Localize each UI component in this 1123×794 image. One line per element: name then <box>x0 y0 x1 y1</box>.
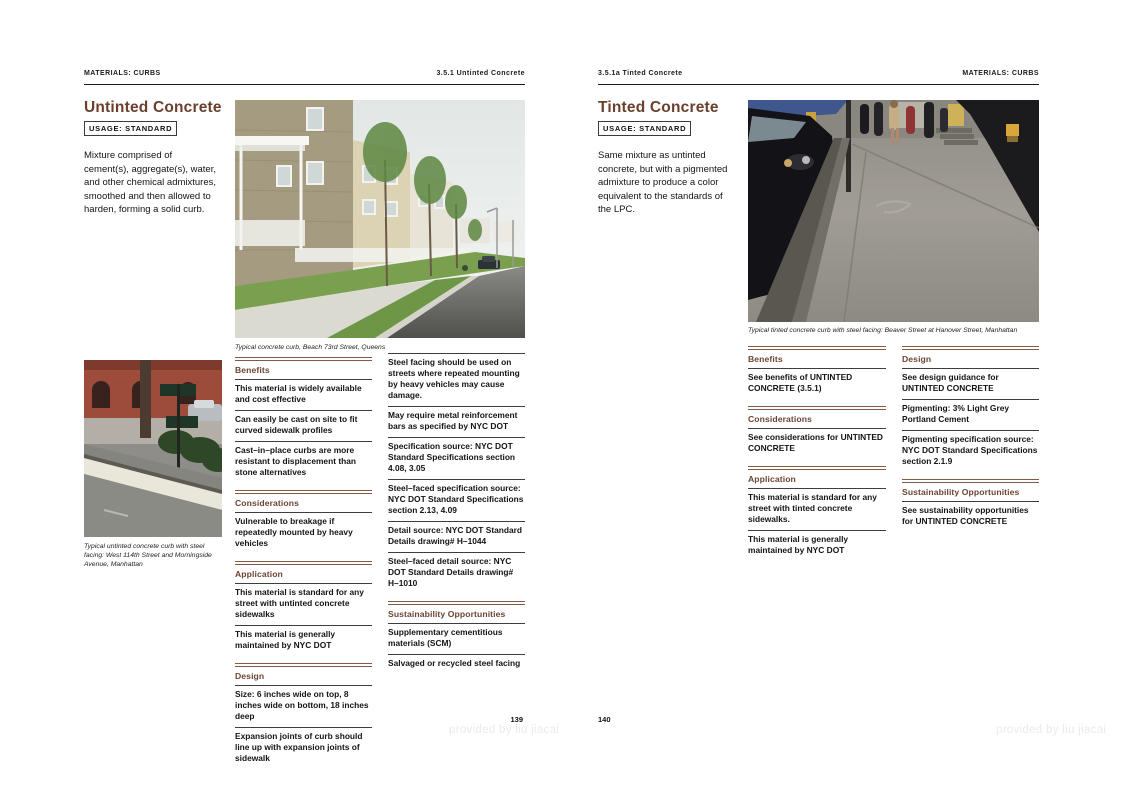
intro-paragraph: Same mixture as untinted concrete, but with a pigmented admixture to produce a color equivalent to the standards of the LPC. <box>598 150 728 215</box>
section-item: See design guidance for UNTINTED CONCRETE <box>902 369 1039 400</box>
section-item: Pigmenting: 3% Light Grey Portland Cement <box>902 400 1039 431</box>
section-divider <box>748 466 886 470</box>
section-item: Expansion joints of curb should line up with expansion joints of sidewalk <box>235 731 363 763</box>
section-divider <box>235 561 372 565</box>
section <box>748 346 886 399</box>
section-item: This material is standard for any street with tinted concrete sidewalks. <box>748 489 886 531</box>
header-section-label: MATERIALS: CURBS <box>84 70 161 77</box>
section-heading: Benefits <box>235 362 372 380</box>
section-item: Salvaged or recycled steel facing <box>388 658 521 668</box>
section-heading: Sustainability Opportunities <box>902 484 1039 502</box>
page-number: 139 <box>510 715 523 724</box>
section-item: This material is widely available and cost effective <box>235 380 372 411</box>
section-heading: Design <box>235 668 372 686</box>
section-divider <box>902 479 1039 483</box>
section-divider <box>235 663 372 667</box>
header-section-label: MATERIALS: CURBS <box>962 70 1039 77</box>
section <box>902 479 1039 532</box>
section <box>235 663 372 769</box>
section-item: Supplementary cementitious materials (SCM) <box>388 624 525 655</box>
section-item: Cast–in–place curbs are more resistant to displacement than stone alternatives <box>235 445 356 477</box>
section-item: Specification source: NYC DOT Standard Specifications section 4.08, 3.05 <box>388 438 525 480</box>
usage-badge: USAGE: STANDARD <box>598 121 691 136</box>
page-header <box>84 70 525 85</box>
section-item: Vulnerable to breakage if repeatedly mounted by heavy vehicles <box>235 516 353 548</box>
page-title: Untinted Concrete <box>84 99 222 116</box>
section-heading: Design <box>902 351 1039 369</box>
section-item: Steel–faced detail source: NYC DOT Standard Details drawing# H–1010 <box>388 556 514 588</box>
watermark-text: provided by liu jiacai <box>449 724 560 736</box>
header-chapter-label: 3.5.1 Untinted Concrete <box>436 70 525 77</box>
section-heading: Sustainability Opportunities <box>388 606 525 624</box>
section-divider <box>388 601 525 605</box>
section-item: Steel–faced specification source: NYC DOT Standard Specifications section 2.13, 4.09 <box>388 480 525 522</box>
section <box>902 346 1039 472</box>
watermark-text: provided by liu jiacai <box>996 724 1107 736</box>
small-photo-caption: Typical untinted concrete curb with steel facing: West 114th Street and Morningside Avenue, Manhattan <box>84 543 212 568</box>
section-item: This material is standard for any street with untinted concrete sidewalks <box>235 584 372 626</box>
header-chapter-label: 3.5.1a Tinted Concrete <box>598 70 683 77</box>
page-number: 140 <box>598 715 611 724</box>
main-photo-caption: Typical tinted concrete curb with steel facing: Beaver Street at Hanover Street, Manhattan <box>748 327 1018 334</box>
photo-steel-faced-curb <box>84 360 222 537</box>
section-divider <box>235 357 372 361</box>
section-divider <box>748 346 886 350</box>
section-divider <box>235 490 372 494</box>
section-item: This material is generally maintained by NYC DOT <box>748 534 849 555</box>
section-heading: Considerations <box>235 495 372 513</box>
page-title: Tinted Concrete <box>598 99 719 116</box>
sections-column-2 <box>902 346 1039 539</box>
section-divider <box>902 346 1039 350</box>
section <box>235 490 372 554</box>
page-139 <box>84 70 525 763</box>
section-item: Pigmenting specification source: NYC DOT Standard Specifications section 2.1.9 <box>902 434 1038 466</box>
photo-untinted-concrete-street <box>235 100 525 338</box>
section-heading: Application <box>235 566 372 584</box>
section <box>388 353 525 594</box>
intro-paragraph: Mixture comprised of cement(s), aggregate(s), water, and other chemical admixtures, smoothed and then allowed to harden, forming a solid curb. <box>84 150 217 215</box>
section-item: See sustainability opportunities for UNTINTED CONCRETE <box>902 505 1029 526</box>
usage-badge: USAGE: STANDARD <box>84 121 177 136</box>
section-divider <box>748 406 886 410</box>
section <box>388 601 525 674</box>
section <box>235 561 372 656</box>
section-item: May require metal reinforcement bars as specified by NYC DOT <box>388 407 525 438</box>
page-header <box>598 70 1039 85</box>
section-item: Size: 6 inches wide on top, 8 inches wide on bottom, 18 inches deep <box>235 686 372 728</box>
sections-column-2 <box>388 353 525 681</box>
section-item: This material is generally maintained by NYC DOT <box>235 629 336 650</box>
photo-tinted-concrete-sidewalk <box>748 100 1039 322</box>
section-item: Detail source: NYC DOT Standard Details drawing# H–1044 <box>388 522 525 553</box>
sections-column-1 <box>235 357 372 776</box>
section-heading: Benefits <box>748 351 886 369</box>
section <box>748 406 886 459</box>
page-140 <box>598 70 1039 750</box>
sections-column-1 <box>748 346 886 568</box>
section-heading: Considerations <box>748 411 886 429</box>
section <box>235 357 372 483</box>
section-item: Can easily be cast on site to fit curved sidewalk profiles <box>235 411 372 442</box>
section-heading: Application <box>748 471 886 489</box>
section-item: See considerations for UNTINTED CONCRETE <box>748 432 883 453</box>
main-photo-caption: Typical concrete curb, Beach 73rd Street, Queens <box>235 344 386 351</box>
section <box>748 466 886 561</box>
section-item: Steel facing should be used on streets where repeated mounting by heavy vehicles may cause damage. <box>388 353 525 407</box>
section-item: See benefits of UNTINTED CONCRETE (3.5.1) <box>748 372 853 393</box>
